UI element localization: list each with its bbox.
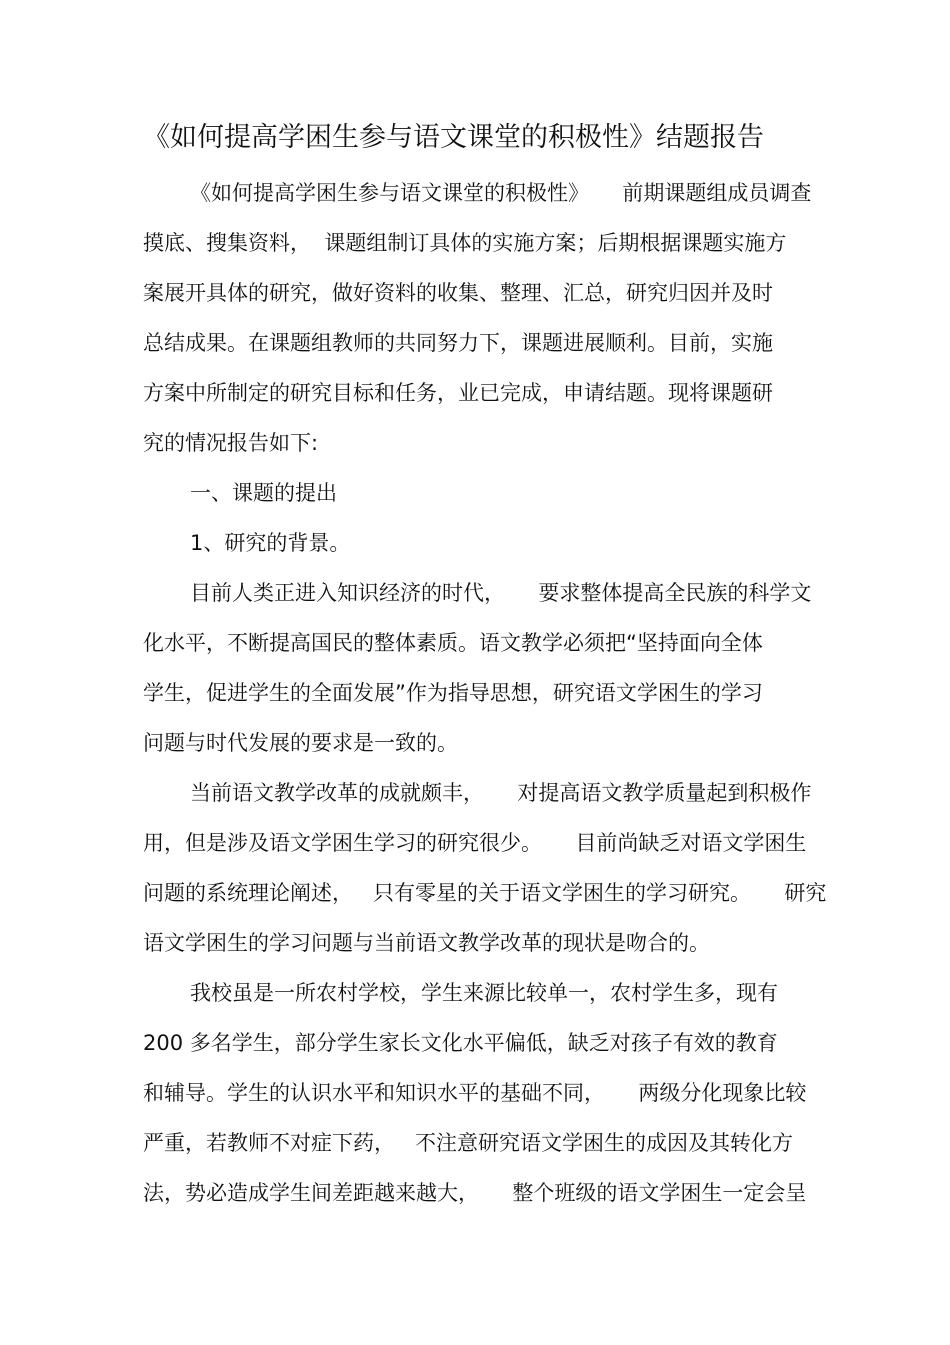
paragraph-line: 200 多名学生，部分学生家长文化水平偏低，缺乏对孩子有效的教育 xyxy=(143,1031,778,1055)
paragraph-line: 化水平，不断提高国民的整体素质。语文教学必须把“坚持面向全体 xyxy=(143,631,763,655)
section-heading: 一、课题的提出 xyxy=(190,481,337,505)
paragraph-line: 问题与时代发展的要求是一致的。 xyxy=(143,731,458,755)
paragraph-line: 和辅导。学生的认识水平和知识水平的基础不同， 两级分化现象比较 xyxy=(143,1081,807,1105)
paragraph-line: 目前人类正进入知识经济的时代， 要求整体提高全民族的科学文 xyxy=(190,581,812,605)
paragraph-line: 究的情况报告如下: xyxy=(143,431,319,455)
paragraph-line: 方案中所制定的研究目标和任务，业已完成，申请结题。现将课题研 xyxy=(143,381,773,405)
paragraph-line: 《如何提高学困生参与语文课堂的积极性》 前期课题组成员调查 xyxy=(190,181,812,205)
paragraph-line: 法，势必造成学生间差距越来越大， 整个班级的语文学困生一定会呈 xyxy=(143,1181,807,1205)
paragraph-line: 摸底、搜集资料， 课题组制订具体的实施方案；后期根据课题实施方 xyxy=(143,231,787,255)
paragraph-line: 语文学困生的学习问题与当前语文教学改革的现状是吻合的。 xyxy=(143,931,710,955)
paragraph-line: 案展开具体的研究，做好资料的收集、整理、汇总，研究归因并及时 xyxy=(143,281,773,305)
paragraph-line: 用，但是涉及语文学困生学习的研究很少。 目前尚缺乏对语文学困生 xyxy=(143,831,807,855)
paragraph-line: 我校虽是一所农村学校，学生来源比较单一，农村学生多，现有 xyxy=(190,981,778,1005)
paragraph-line: 问题的系统理论阐述， 只有零星的关于语文学困生的学习研究。 研究 xyxy=(143,881,827,905)
paragraph-line: 总结成果。在课题组教师的共同努力下，课题进展顺利。目前，实施 xyxy=(143,331,773,355)
paragraph-line: 严重，若教师不对症下药， 不注意研究语文学困生的成因及其转化方 xyxy=(143,1131,794,1155)
paragraph-line: 当前语文教学改革的成就颇丰， 对提高语文教学质量起到积极作 xyxy=(190,781,812,805)
report-title: 《如何提高学困生参与语文课堂的积极性》结题报告 xyxy=(143,122,764,153)
subsection-heading: 1、研究的背景。 xyxy=(190,531,351,555)
paragraph-line: 学生，促进学生的全面发展”作为指导思想，研究语文学困生的学习 xyxy=(143,681,763,705)
